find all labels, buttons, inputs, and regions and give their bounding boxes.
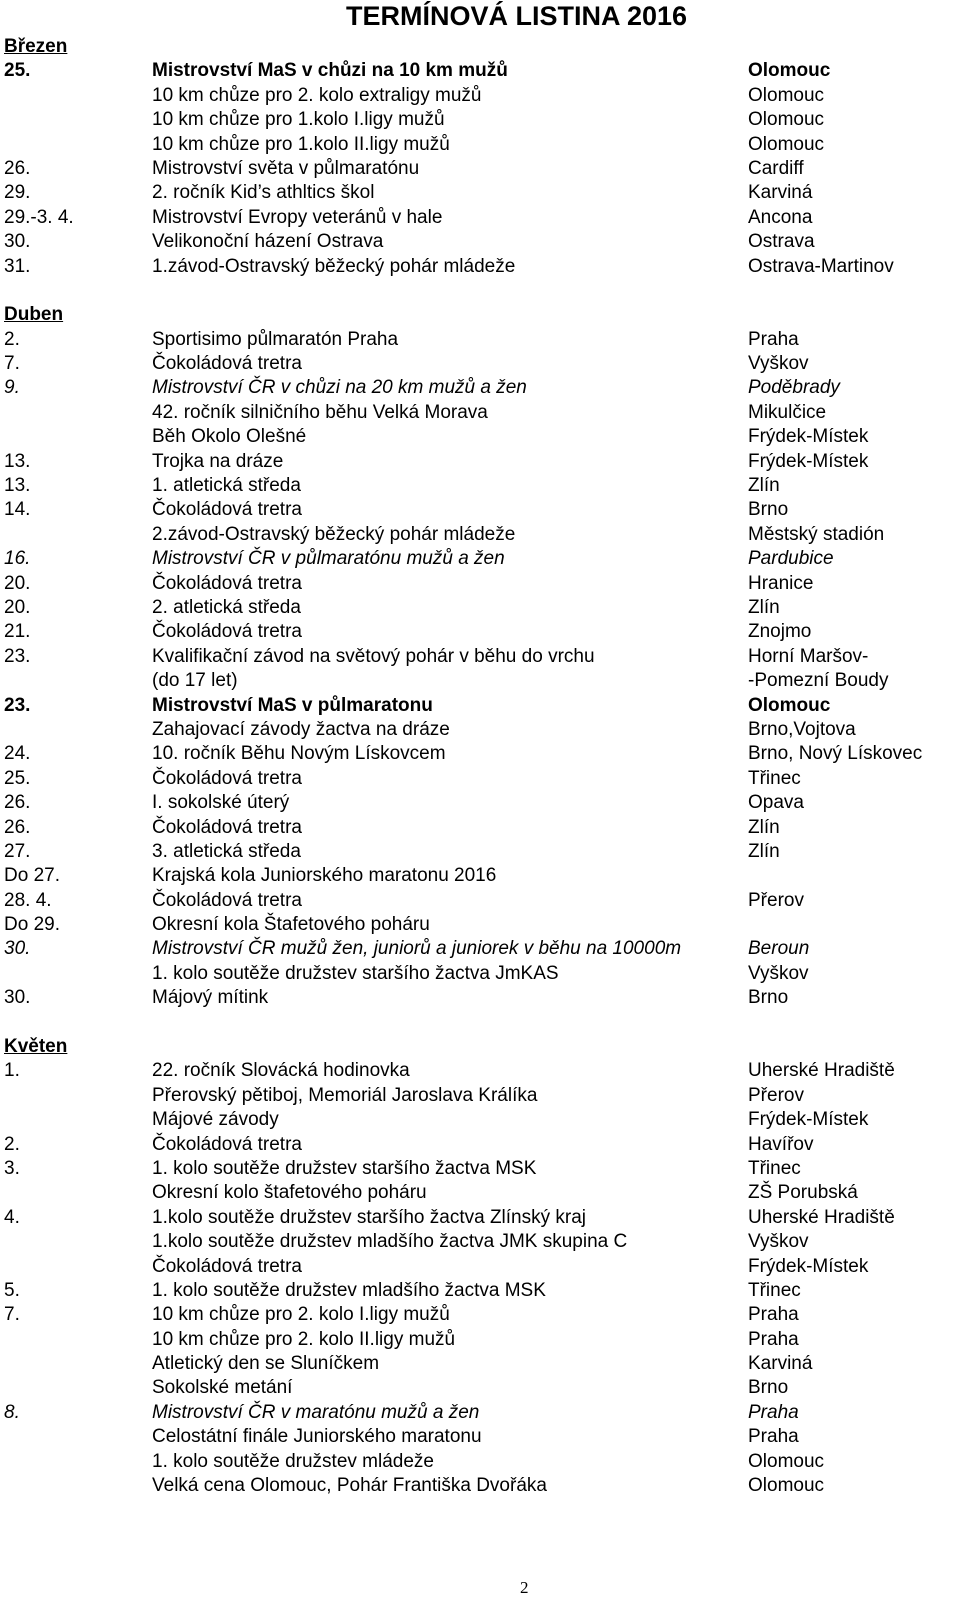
event-place: Zlín [748,816,780,838]
event-row [4,937,960,961]
event-place: Vyškov [748,962,809,984]
event-place: Brno, Nový Lískovec [748,743,923,765]
event-name: 10 km chůze pro 1.kolo II.ligy mužů [152,133,450,155]
event-place: Opava [748,792,804,814]
event-row [4,59,960,83]
event-name: Velikonoční házení Ostrava [152,231,384,253]
event-row [4,230,960,254]
event-place: Ostrava [748,231,815,253]
event-row [4,352,960,376]
event-name: Mistrovství ČR v maratónu mužů a žen [152,1401,480,1423]
event-place: Olomouc [748,109,825,131]
event-date: 7. [4,353,20,375]
event-name: Mistrovství ČR v chůzi na 20 km mužů a žen [152,377,527,399]
event-row [4,157,960,181]
event-name: 1.kolo soutěže družstev staršího žactva Zlínský kraj [152,1206,587,1228]
event-place: Městský stadión [748,523,885,545]
event-name: 1. kolo soutěže družstev mladšího žactva MSK [152,1279,546,1301]
event-place: Olomouc [748,1475,825,1497]
event-date: 5. [4,1279,20,1301]
event-place: Havířov [748,1133,814,1155]
event-name: Čokoládová tretra [152,1133,302,1155]
event-name: 10 km chůze pro 1.kolo I.ligy mužů [152,109,445,131]
event-place: Praha [748,1304,799,1326]
event-row [4,450,960,474]
event-date: 3. [4,1157,20,1179]
event-name: Čokoládová tretra [152,621,302,643]
event-row [4,1133,960,1157]
event-place: Přerov [748,1084,804,1106]
event-date: 26. [4,816,31,838]
schedule-list [4,35,960,1498]
event-row [4,1352,960,1376]
event-date: 26. [4,792,31,814]
event-name: Krajská kola Juniorského maratonu 2016 [152,865,497,887]
event-row [4,1376,960,1400]
event-name: Sokolské metání [152,1377,293,1399]
event-name: Čokoládová tretra [152,353,302,375]
event-place: Horní Maršov- [748,645,869,667]
event-name: 10 km chůze pro 2. kolo I.ligy mužů [152,1304,450,1326]
event-row [4,255,960,279]
event-date: 20. [4,596,31,618]
event-date: 23. [4,694,31,716]
section-spacer [4,1011,960,1035]
event-row [4,401,960,425]
event-name: Atletický den se Sluníčkem [152,1353,380,1375]
event-row [4,425,960,449]
event-row [4,328,960,352]
event-place: Olomouc [748,84,825,106]
event-row [4,742,960,766]
event-name: 2.závod-Ostravský běžecký pohár mládeže [152,523,516,545]
event-place: Frýdek-Místek [748,1109,869,1131]
event-row [4,84,960,108]
event-date: 26. [4,157,31,179]
event-row [4,474,960,498]
event-row [4,1255,960,1279]
event-name: 1. kolo soutěže družstev staršího žactva JmKAS [152,962,559,984]
month-heading: Květen [4,1036,68,1058]
event-place: Karviná [748,182,813,204]
event-place: Uherské Hradiště [748,1206,895,1228]
event-row [4,596,960,620]
event-name: Velká cena Olomouc, Pohár Františka Dvořáka [152,1475,547,1497]
event-place: Olomouc [748,1450,825,1472]
event-place: Praha [748,1426,799,1448]
event-row [4,1401,960,1425]
event-date: 8. [4,1401,20,1423]
event-row [4,767,960,791]
event-name: Čokoládová tretra [152,767,302,789]
event-place: -Pomezní Boudy [748,670,889,692]
event-date: 13. [4,475,31,497]
event-place: Brno [748,987,789,1009]
event-name: Kvalifikační závod na světový pohár v běhu do vrchu [152,645,595,667]
event-place: Přerov [748,889,804,911]
event-row [4,523,960,547]
event-place: Olomouc [748,694,831,716]
event-name: (do 17 let) [152,670,238,692]
event-place: Ostrava-Martinov [748,255,894,277]
event-name: Mistrovství Evropy veteránů v hale [152,206,443,228]
event-place: Zlín [748,840,780,862]
event-place: Znojmo [748,621,812,643]
event-row [4,816,960,840]
event-date: 30. [4,231,31,253]
event-row [4,1181,960,1205]
event-name: 22. ročník Slovácká hodinovka [152,1060,410,1082]
event-date: 23. [4,645,31,667]
event-row [4,962,960,986]
event-place: ZŠ Porubská [748,1182,858,1204]
event-row [4,572,960,596]
event-row [4,1206,960,1230]
event-date: 2. [4,1133,20,1155]
event-row [4,620,960,644]
event-row [4,986,960,1010]
event-name: Okresní kolo štafetového poháru [152,1182,427,1204]
event-row [4,694,960,718]
event-date: 28. 4. [4,889,52,911]
event-row [4,1157,960,1181]
event-name: Okresní kola Štafetového poháru [152,914,430,936]
event-name: 10 km chůze pro 2. kolo II.ligy mužů [152,1328,456,1350]
event-row [4,1328,960,1352]
event-place: Třinec [748,767,801,789]
event-date: 24. [4,743,31,765]
event-name: 2. atletická středa [152,596,301,618]
event-row [4,864,960,888]
event-row [4,1303,960,1327]
event-name: 1. kolo soutěže družstev staršího žactva MSK [152,1157,537,1179]
event-name: Běh Okolo Olešné [152,426,307,448]
event-place: Vyškov [748,353,809,375]
event-row [4,669,960,693]
event-row [4,1059,960,1083]
event-place: Mikulčice [748,401,827,423]
event-row [4,1450,960,1474]
event-date: 14. [4,499,31,521]
event-name: Mistrovství ČR v půlmaratónu mužů a žen [152,548,505,570]
event-date: 31. [4,255,31,277]
event-date: 21. [4,621,31,643]
event-name: Sportisimo půlmaratón Praha [152,328,399,350]
event-row [4,1474,960,1498]
event-place: Hranice [748,572,814,594]
event-place: Zlín [748,475,780,497]
event-name: Čokoládová tretra [152,816,302,838]
event-name: 1. atletická středa [152,475,301,497]
event-date: 30. [4,987,31,1009]
event-date: 1. [4,1060,20,1082]
event-place: Poděbrady [748,377,840,399]
section-spacer [4,279,960,303]
event-name: 42. ročník silničního běhu Velká Morava [152,401,488,423]
event-name: Mistrovství MaS v půlmaratonu [152,694,433,716]
event-date: 13. [4,450,31,472]
event-row [4,376,960,400]
event-date: 25. [4,767,31,789]
event-row [4,913,960,937]
event-place: Cardiff [748,157,804,179]
event-name: Čokoládová tretra [152,499,302,521]
event-date: 27. [4,840,31,862]
event-place: Uherské Hradiště [748,1060,895,1082]
page-title: TERMÍNOVÁ LISTINA 2016 [346,1,688,31]
event-place: Třinec [748,1157,801,1179]
event-date: Do 29. [4,914,60,936]
event-place: Praha [748,1401,799,1423]
event-row [4,718,960,742]
event-place: Třinec [748,1279,801,1301]
event-place: Beroun [748,938,810,960]
event-name: Zahajovací závody žactva na dráze [152,718,450,740]
event-name: 1. kolo soutěže družstev mládeže [152,1450,434,1472]
event-name: Mistrovství ČR mužů žen, juniorů a juniorek v běhu na 10000m [152,938,682,960]
event-row [4,498,960,522]
event-row [4,547,960,571]
event-name: Čokoládová tretra [152,889,302,911]
event-place: Vyškov [748,1231,809,1253]
event-name: Čokoládová tretra [152,572,302,594]
event-name: 1.kolo soutěže družstev mladšího žactva JMK skupina C [152,1231,628,1253]
event-date: 2. [4,328,20,350]
event-name: I. sokolské úterý [152,792,290,814]
event-name: 2. ročník Kid’s athltics škol [152,182,375,204]
event-place: Frýdek-Místek [748,426,869,448]
event-row [4,645,960,669]
event-date: 4. [4,1206,20,1228]
event-row [4,791,960,815]
event-place: Frýdek-Místek [748,1255,869,1277]
month-heading: Březen [4,36,68,57]
event-row [4,840,960,864]
event-place: Olomouc [748,60,831,82]
event-name: Celostátní finále Juniorského maratonu [152,1426,482,1448]
event-name: Trojka na dráze [152,450,284,472]
month-heading: Duben [4,304,64,326]
event-place: Karviná [748,1353,813,1375]
event-place: Frýdek-Místek [748,450,869,472]
event-date: 20. [4,572,31,594]
page-number: 2 [520,1578,529,1597]
event-date: 30. [4,938,31,960]
event-row [4,181,960,205]
event-row [4,1425,960,1449]
event-name: Mistrovství MaS v chůzi na 10 km mužů [152,60,508,82]
event-date: 7. [4,1304,20,1326]
event-name: 10. ročník Běhu Novým Lískovcem [152,743,446,765]
event-place: Praha [748,1328,799,1350]
event-row [4,1084,960,1108]
event-name: Čokoládová tretra [152,1255,302,1277]
event-name: 3. atletická středa [152,840,301,862]
event-name: Mistrovství světa v půlmaratónu [152,157,420,179]
event-row [4,108,960,132]
event-place: Pardubice [748,548,834,570]
event-row [4,1108,960,1132]
event-date: 16. [4,548,31,570]
event-place: Ancona [748,206,813,228]
event-date: 25. [4,60,31,82]
event-row [4,206,960,230]
event-date: 29.-3. 4. [4,206,74,228]
event-row [4,133,960,157]
event-date: 29. [4,182,31,204]
event-date: 9. [4,377,20,399]
event-name: 10 km chůze pro 2. kolo extraligy mužů [152,84,482,106]
event-date: Do 27. [4,865,60,887]
event-place: Brno [748,499,789,521]
event-place: Praha [748,328,799,350]
event-place: Brno,Vojtova [748,718,856,740]
event-place: Zlín [748,596,780,618]
event-row [4,1230,960,1254]
event-name: Přerovský pětiboj, Memoriál Jaroslava Králíka [152,1084,538,1106]
event-name: 1.závod-Ostravský běžecký pohár mládeže [152,255,516,277]
event-name: Májový mítink [152,987,269,1009]
event-row [4,889,960,913]
event-place: Olomouc [748,133,825,155]
event-place: Brno [748,1377,789,1399]
event-row [4,1279,960,1303]
event-name: Májové závody [152,1109,279,1131]
